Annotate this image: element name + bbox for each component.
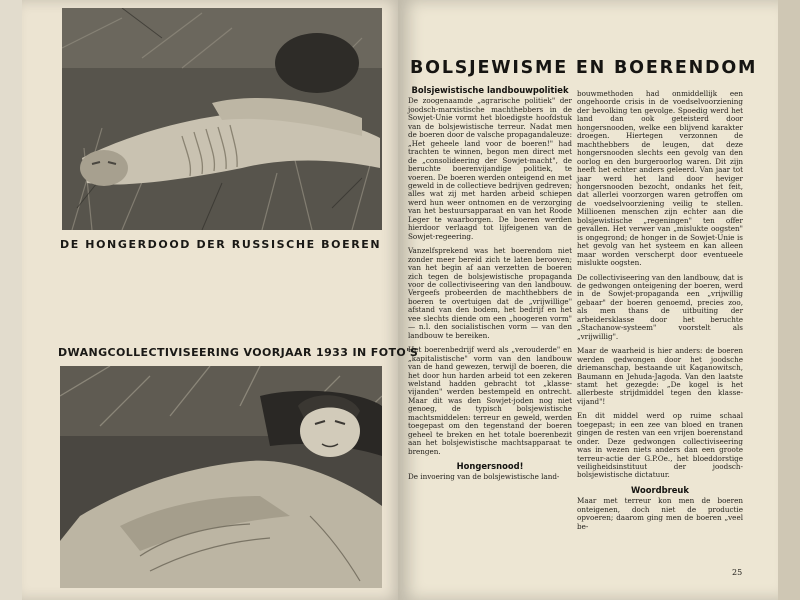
text-column-right [577,90,743,537]
paragraph: En dit middel werd op ruime schaal toegepast; in een zee van bloed en tranen gingen de resten van een vrijen boerenstand onder. Deze gedwongen collectiviseering was in wezen niets anders dan een groote terreur-actie der G.P.Oe., het bloeddorstige veiligheidsinstituut der joodsch-bolsjewistische dictatuur. [577,411,743,480]
paragraph: bouwmethoden had onmiddellijk een ongehoorde crisis in de voedselvoorziening der bevolking ten gevolge. Spoedig werd het land dan ook geteisterd door hongersnooden, welke een blijvend karakter droegen. Hiertegen verzonnen de machthebbers de leugen, dat deze hongersnooden slechts een gevolg van den oorlog en den burgeroorlog waren. Dit zijn heeft het echter anders geleerd. Van jaar tot jaar werd het land door heviger hongersnooden bezocht, ondanks het feit, dat allerlei voorzorgen waren getroffen om de voedselvoorziening veilig te stellen. Millioenen menschen zijn echter aan die bolsjewistische „regeningen" ten offer gevallen. Het verwer van „mislukte oogsten" is ongegrond; de honger in de Sowjet-Unie is het gevolg van het systeem en kan alleen maar worden verscherpt door eventueele mislukte oogsten. [577,89,743,268]
article-title: BOLSJEWISME EN BOERENDOM [410,58,758,78]
page-stack-edge [778,0,800,600]
paragraph: De invoering van de bolsjewistische land- [408,472,560,482]
section-heading-landbouwpolitiek: Bolsjewistische landbouwpolitiek [411,85,569,95]
caption-starvation: DE HONGERDOOD DER RUSSISCHE BOEREN [60,238,382,251]
paragraph: De zoogenaamde „agrarische politiek" der joodsch-marxistische machthebbers in de Sowjet-Unie vormt het bloedigste hoofdstuk van de bolsjewistische terreur. Nadat men de boeren door de valsche propagandaleuze: „Het geheele land voor de boeren!" had trachten te winnen, begon men direct met de „consolideering der Sowjet-macht", de beruchte boerenvijandige politiek, te voeren. De boeren werden onteigend en met geweld in de collectieve bedrijven gedreven; alles wat zij met harden arbeid schiepen werd hun weer ontnomen en de verzorging van het bestuursapparaat en van het Roode Leger te waarborgen. De boeren werden hierdoor verlaagd tot lijfeigenen van de Sowjet-regeering. [408,96,572,241]
caption-collectivisation: DWANGCOLLECTIVISEERING VOORJAAR 1933 IN FOTO'S [58,346,419,359]
page-number: 25 [732,568,743,577]
paragraph: Maar met terreur kon men de boeren onteigenen, doch niet de productie opvoeren; daarom ging men de boeren „veel be- [577,496,743,531]
photo-starved-peasant [62,8,382,230]
photo-fallen-man [60,366,382,588]
paragraph: De collectiviseering van den landbouw, dat is de gedwongen onteigening der boeren, werd in de Sowjet-propaganda een „vrijwillig gebaar" der boeren genoemd, precies zoo, als men thans de uitbuiting der arbeidersklasse door het beruchte „Stachanow-systeem" voorstelt als „vrijwillig". [577,272,743,341]
section-heading-hongersnood: Hongersnood! [456,461,524,472]
paragraph: Vanzelfsprekend was het boerendom niet zonder meer bereid zich te laten berooven; van het begin af aan verzetten de boeren zich tegen de bolsjewistische propaganda voor de collectiviseering van den landbouw. Vergeefs probeerden de machthebbers de boeren te overtuigen dat de „vrijwillige" afstand van den bodem, het bedrijf en het vee slechts diende om een „hoogeren vorm" — n.l. den socialistischen vorm — van den landbouw te bereiken. [408,246,572,340]
paragraph: Het boerenbedrijf werd als „verouderde" en „kapitalistische" vorm van den landbouw van de hand gewezen, terwijl de boeren, die het door hun harden arbeid tot een zekeren welstand hadden gebracht tot „klasse-vijanden" werden bestempeld en ontrecht. Maar dit was den Sowjet-joden nog niet genoeg, de typisch bolsjewistische machtsmiddelen: terreur en geweld, werden toegepast om den tegenstand der boeren geheel te breken en het totale boerenbezit aan het bolsjewistische machtsapparaat te brengen. [408,345,572,456]
text-column-left [408,86,572,488]
section-heading-woordbreuk: Woordbreuk [631,484,689,495]
paragraph: Maar de waarheid is hier anders: de boeren werden gedwongen door het joodsche driemanschap, bestaande uit Kaganowitsch, Baumann en Jehuda-Jagoda. Van den laatste stamt het gezegde: „De kogel is het allerbeste strijdmiddel tegen den klasse-vijand"! [577,346,743,406]
